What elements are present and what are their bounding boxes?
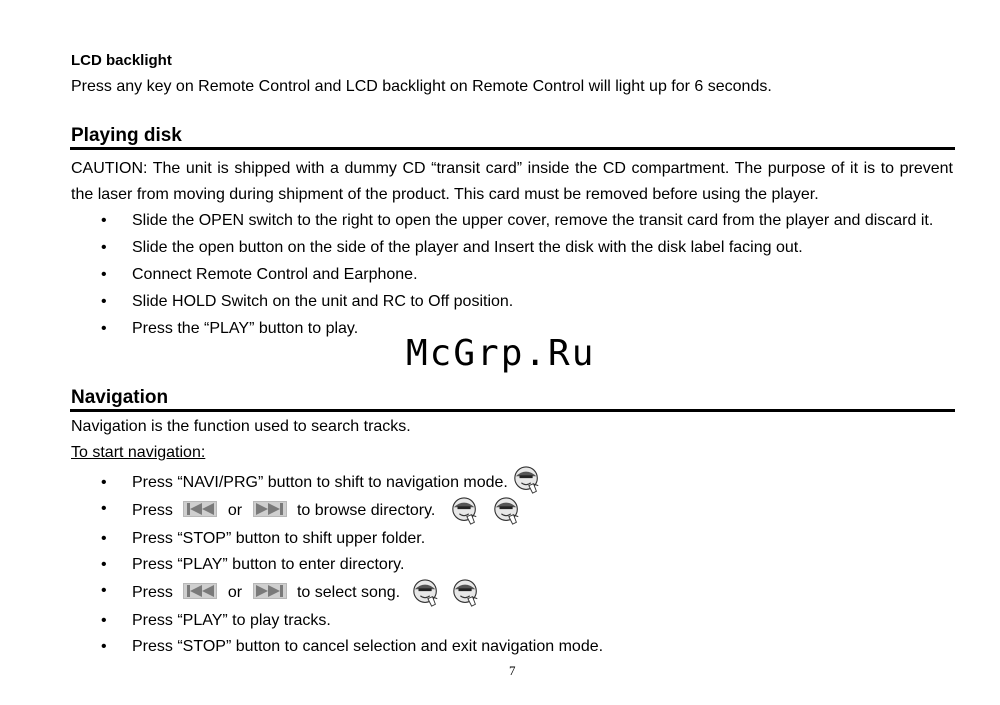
bullet: • — [101, 500, 107, 517]
skip-next-icon — [253, 501, 287, 517]
bullet: • — [101, 474, 107, 491]
list-item: • Press “NAVI/PRG” button to shift to navigation mode. — [71, 470, 953, 496]
bullet: • — [101, 556, 107, 573]
pointing-hand-face-icon — [512, 465, 542, 495]
playing-steps-list — [71, 208, 953, 342]
list-item: • Connect Remote Control and Earphone. — [71, 262, 953, 288]
bullet: • — [101, 530, 107, 547]
list-item: • Slide the OPEN switch to the right to open the upper cover, remove the transit card from the player and discard it. — [71, 208, 953, 234]
list-item: • Slide the open button on the side of the player and Insert the disk with the disk label facing out. — [71, 235, 953, 261]
pointing-hand-face-icon — [411, 578, 441, 608]
navigation-steps-list — [71, 470, 953, 660]
bullet: • — [101, 612, 107, 629]
watermark: McGrp.Ru — [406, 333, 596, 374]
section-divider — [70, 147, 955, 150]
section-divider — [70, 409, 955, 412]
list-item: • Press “STOP” button to shift upper folder. — [71, 526, 953, 552]
bullet: • — [101, 582, 107, 599]
skip-previous-icon — [183, 583, 217, 599]
pointing-hand-face-icon — [450, 496, 480, 526]
skip-next-icon — [253, 583, 287, 599]
list-item: • Slide HOLD Switch on the unit and RC to Off position. — [71, 289, 953, 315]
pointing-hand-face-icon — [451, 578, 481, 608]
pointing-hand-face-icon — [492, 496, 522, 526]
bullet: • — [101, 293, 107, 310]
lcd-backlight-text: Press any key on Remote Control and LCD backlight on Remote Control will light up for 6 seconds. — [71, 78, 772, 95]
list-item: • Press “PLAY” button to enter directory. — [71, 552, 953, 578]
page-number: 7 — [509, 663, 516, 678]
bullet: • — [101, 638, 107, 655]
list-item: • Press “STOP” button to cancel selection and exit navigation mode. — [71, 634, 953, 660]
caution-paragraph: CAUTION: The unit is shipped with a dummy CD “transit card” inside the CD compartment. The purpose of it is to prevent the laser from moving during shipment of the product. This card must be removed before using the player. — [71, 160, 953, 203]
skip-previous-icon — [183, 501, 217, 517]
list-item: • Press or to select song. — [71, 578, 953, 608]
navigation-intro: Navigation is the function used to search tracks. — [71, 418, 411, 435]
bullet: • — [101, 320, 107, 337]
lcd-backlight-heading: LCD backlight — [71, 52, 172, 69]
list-item: • Press the “PLAY” button to play. — [71, 316, 953, 342]
bullet: • — [101, 266, 107, 283]
playing-disk-heading: Playing disk — [71, 125, 182, 146]
navigation-heading: Navigation — [71, 387, 169, 408]
list-item: • Press “PLAY” to play tracks. — [71, 608, 953, 634]
bullet: • — [101, 212, 107, 229]
navigation-subheading: To start navigation: — [71, 444, 206, 461]
list-item: • Press or to browse directory. — [71, 496, 953, 526]
bullet: • — [101, 239, 107, 256]
